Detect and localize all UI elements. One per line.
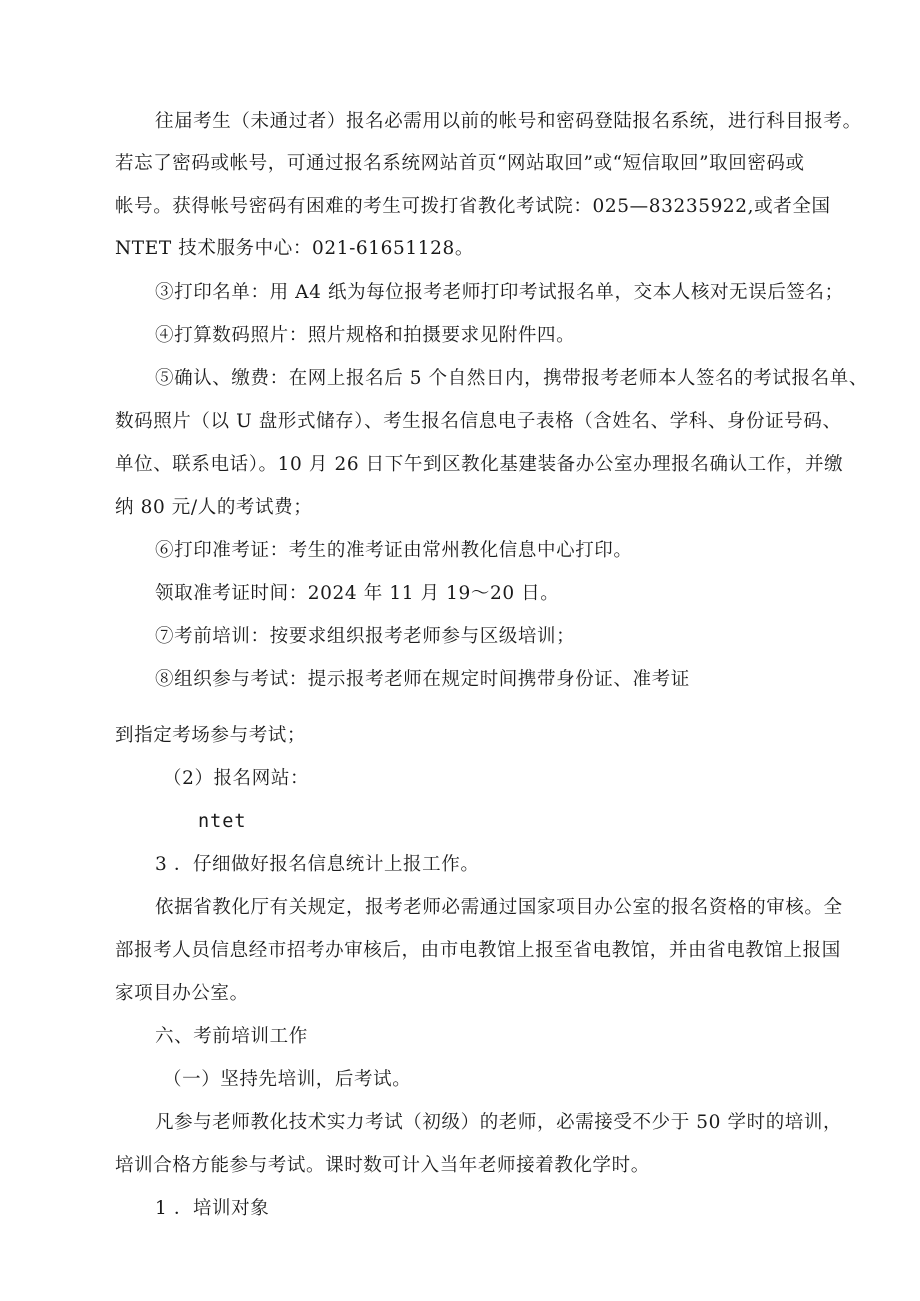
paragraph-line-4: NTET 技术服务中心：021-61651128。: [115, 238, 474, 259]
paragraph-line-3: 帐号。获得帐号密码有困难的考生可拨打省教化考试院：025—83235922,或者全国: [115, 196, 831, 217]
step-organize-exam-line-1: ⑧组织参与考试：提示报考老师在规定时间携带身份证、准考证: [155, 669, 690, 690]
section-6-heading: 六、考前培训工作: [155, 1026, 308, 1047]
training-para-line-1: 凡参与老师教化技术实力考试（初级）的老师，必需接受不少于 50 学时的培训，: [155, 1112, 843, 1133]
training-target-heading: 1 ．培训对象: [155, 1198, 270, 1219]
step-confirm-pay-line-3: 单位、联系电话）。10 月 26 日下午到区教化基建装备办公室办理报名确认工作，并缴: [115, 454, 844, 475]
registration-website-value: ntet: [198, 811, 247, 832]
section-3-line-2: 部报考人员信息经市招考办审核后，由市电教馆上报至省电教馆，并由省电教馆上报国: [115, 940, 841, 961]
step-print-list: ③打印名单：用 A4 纸为每位报考老师打印考试报名单，交本人核对无误后签名；: [155, 282, 844, 303]
step-confirm-pay-line-1: ⑤确认、缴费：在网上报名后 5 个自然日内，携带报考老师本人签名的考试报名单、: [155, 368, 868, 389]
step-digital-photo: ④打算数码照片：照片规格和拍摄要求见附件四。: [155, 325, 576, 346]
step-print-admission: ⑥打印准考证：考生的准考证由常州教化信息中心打印。: [155, 540, 633, 561]
paragraph-line-1: 往届考生（未通过者）报名必需用以前的帐号和密码登陆报名系统，进行科目报考。: [155, 111, 862, 132]
subsection-1-heading: （一）坚持先培训，后考试。: [163, 1069, 412, 1090]
section-3-line-3: 家项目办公室。: [115, 983, 249, 1004]
step-pre-exam-training: ⑦考前培训：按要求组织报考老师参与区级培训；: [155, 626, 576, 647]
admission-pickup-time: 领取准考证时间：2024 年 11 月 19～20 日。: [155, 583, 560, 604]
section-3-heading: 3 ．仔细做好报名信息统计上报工作。: [155, 854, 480, 875]
step-confirm-pay-line-4: 纳 80 元/人的考试费；: [115, 497, 313, 518]
section-3-line-1: 依据省教化厅有关规定，报考老师必需通过国家项目办公室的报名资格的审核。全: [155, 897, 843, 918]
registration-website-heading: （2）报名网站：: [163, 768, 310, 789]
step-organize-exam-line-2: 到指定考场参与考试；: [115, 725, 307, 746]
paragraph-line-2: 若忘了密码或帐号，可通过报名系统网站首页“网站取回”或“短信取回”取回密码或: [115, 153, 805, 174]
step-confirm-pay-line-2: 数码照片（以 U 盘形式储存）、考生报名信息电子表格（含姓名、学科、身份证号码、: [115, 411, 842, 432]
training-para-line-2: 培训合格方能参与考试。课时数可计入当年老师接着教化学时。: [115, 1155, 650, 1176]
